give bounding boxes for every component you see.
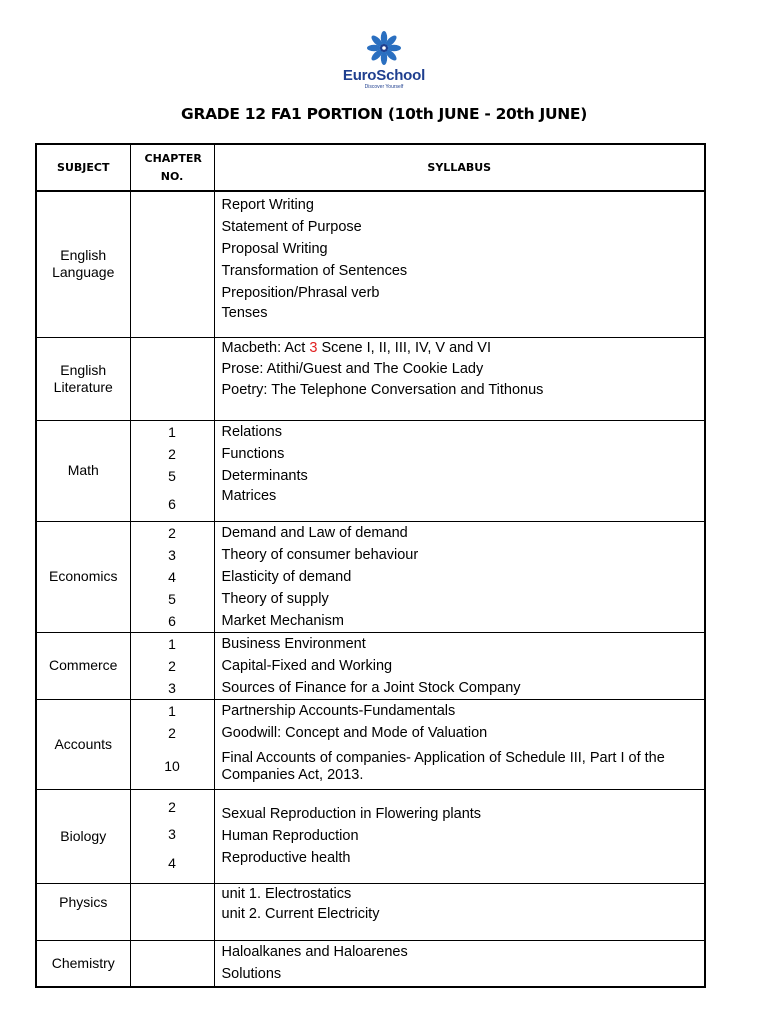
table-row (36, 521, 705, 632)
table-row (36, 940, 705, 987)
chapter-cell (130, 789, 214, 883)
table-row (36, 632, 705, 699)
syllabus-item: Reproductive health (221, 850, 351, 866)
table-row (36, 883, 705, 940)
subject-header: SUBJECT (36, 144, 130, 191)
subject-cell: English Language (36, 191, 130, 337)
syllabus-item: Poetry: The Telephone Conversation and Tithonus (221, 381, 544, 398)
chapter-number: 5 (168, 467, 176, 484)
chapter-number: 2 (168, 724, 176, 741)
syllabus-cell (214, 699, 705, 789)
syllabus-cell (214, 632, 705, 699)
table-row (36, 337, 705, 420)
chapter-header: CHAPTER NO. (130, 144, 214, 191)
syllabus-header: SYLLABUS (214, 144, 705, 191)
chapter-number: 2 (168, 799, 176, 815)
syllabus-item: Sexual Reproduction in Flowering plants (221, 806, 482, 822)
syllabus-item: Determinants (221, 467, 308, 484)
logo-tagline: Discover Yourself (364, 84, 404, 90)
syllabus-cell (214, 337, 705, 420)
subject-cell: Economics (36, 521, 130, 632)
syllabus-item: Relations (221, 423, 282, 440)
syllabus-item: Business Environment (221, 635, 366, 652)
table-header-row (36, 144, 705, 191)
syllabus-item: Goodwill: Concept and Mode of Valuation (221, 724, 488, 741)
chapter-number: 4 (168, 568, 176, 585)
syllabus-cell (214, 940, 705, 987)
syllabus-item: Preposition/Phrasal verb (221, 285, 380, 301)
subject-cell: Accounts (36, 699, 130, 789)
chapter-number: 1 (168, 702, 176, 719)
chapter-cell (130, 632, 214, 699)
page-title: GRADE 12 FA1 PORTION (10th JUNE - 20th JUNE) (181, 105, 587, 123)
chapter-number: 2 (168, 524, 176, 541)
chapter-cell (130, 521, 214, 632)
syllabus-cell (214, 420, 705, 521)
syllabus-item: Final Accounts of companies- Application of Schedule III, Part I of the Companies Act, 2013. (221, 749, 665, 783)
syllabus-item: Proposal Writing (221, 241, 328, 257)
subject-cell: Chemistry (36, 940, 130, 987)
syllabus-cell (214, 521, 705, 632)
syllabus-item: Theory of consumer behaviour (221, 546, 419, 563)
syllabus-item: Solutions (221, 965, 282, 982)
chapter-number: 5 (168, 590, 176, 607)
syllabus-item: Macbeth: Act 3 Scene I, II, III, IV, V and VI (221, 339, 491, 356)
logo-wordmark: EuroSchool (342, 67, 426, 84)
chapter-cell (130, 940, 214, 987)
syllabus-item: Market Mechanism (221, 612, 344, 629)
syllabus-item: Partnership Accounts-Fundamentals (221, 702, 456, 719)
syllabus-item: Theory of supply (221, 590, 329, 607)
school-logo (336, 30, 432, 92)
syllabus-item: Transformation of Sentences (221, 263, 408, 279)
syllabus-item: Matrices (221, 487, 277, 504)
table-row (36, 789, 705, 883)
chapter-number: 6 (168, 495, 176, 512)
snowflake-emblem-icon (364, 30, 404, 66)
table-row (36, 191, 705, 337)
chapter-number: 2 (168, 445, 176, 462)
syllabus-item: Haloalkanes and Haloarenes (221, 943, 408, 960)
syllabus-cell (214, 789, 705, 883)
subject-cell: Biology (36, 789, 130, 883)
chapter-cell (130, 883, 214, 940)
chapter-number: 10 (164, 757, 180, 774)
subject-cell: Physics (36, 883, 130, 940)
syllabus-item: Human Reproduction (221, 828, 359, 844)
chapter-cell (130, 191, 214, 337)
chapter-cell (130, 420, 214, 521)
chapter-number: 4 (168, 855, 176, 871)
act-number: 3 (309, 339, 318, 356)
chapter-number: 1 (168, 635, 176, 652)
syllabus-item: Demand and Law of demand (221, 524, 408, 541)
chapter-number: 3 (168, 826, 176, 842)
syllabus-item: Prose: Atithi/Guest and The Cookie Lady (221, 360, 484, 377)
syllabus-item: Capital-Fixed and Working (221, 657, 393, 674)
chapter-number: 6 (168, 612, 176, 629)
syllabus-item: unit 1. Electrostatics (221, 885, 352, 902)
syllabus-item: Sources of Finance for a Joint Stock Company (221, 679, 521, 696)
syllabus-item: Elasticity of demand (221, 568, 352, 585)
syllabus-item: Tenses (221, 305, 268, 321)
chapter-cell (130, 699, 214, 789)
chapter-cell (130, 337, 214, 420)
syllabus-cell (214, 883, 705, 940)
syllabus-item: Statement of Purpose (221, 219, 362, 235)
table-row (36, 699, 705, 789)
subject-cell: English Literature (36, 337, 130, 420)
syllabus-item: Functions (221, 445, 285, 462)
chapter-number: 2 (168, 657, 176, 674)
chapter-number: 3 (168, 546, 176, 563)
subject-cell: Math (36, 420, 130, 521)
syllabus-table (35, 143, 706, 988)
table-row (36, 420, 705, 521)
chapter-number: 1 (168, 423, 176, 440)
subject-cell: Commerce (36, 632, 130, 699)
syllabus-cell (214, 191, 705, 337)
syllabus-item: Report Writing (221, 197, 314, 213)
chapter-number: 3 (168, 679, 176, 696)
syllabus-item: unit 2. Current Electricity (221, 905, 380, 922)
